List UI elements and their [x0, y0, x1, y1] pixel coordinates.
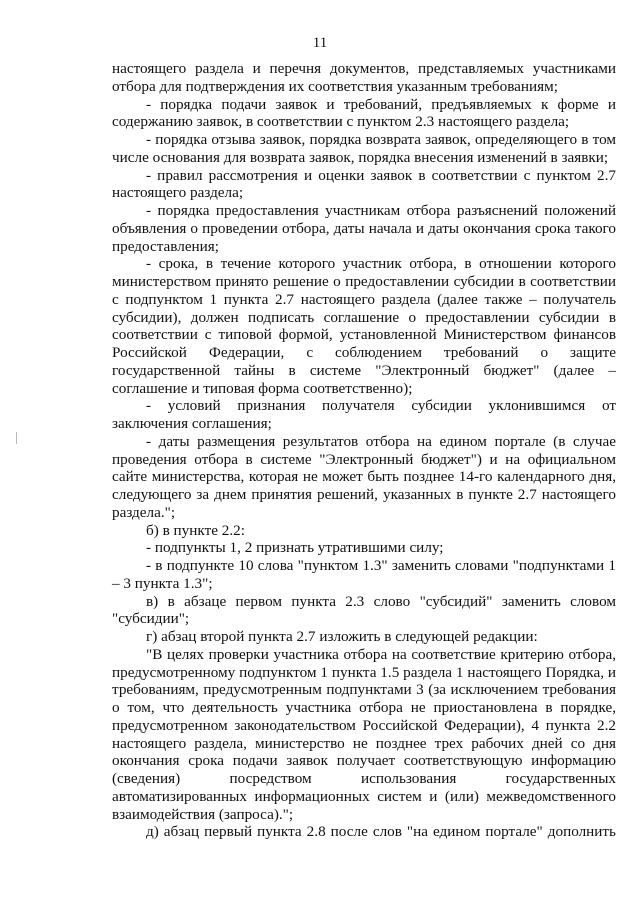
paragraph: д) абзац первый пункта 2.8 после слов "на едином портале" дополнить	[146, 823, 616, 841]
paragraph: в) в абзаце первом пункта 2.3 слово "субсидий" заменить словом "субсидии";	[112, 592, 616, 628]
paragraph: - правил рассмотрения и оценки заявок в соответствии с пунктом 2.7 настоящего раздела;	[112, 166, 616, 202]
paragraph: настоящего раздела и перечня документов, представляемых участниками отбора для подтверждения их соответствия указанным требованиям;	[112, 60, 616, 95]
paragraph: - подпункты 1, 2 признать утратившими силу;	[146, 539, 444, 557]
page-number: 11	[312, 35, 328, 51]
paragraph: "В целях проверки участника отбора на соответствие критерию отбора, предусмотренному подпунктом 1 пункта 1.5 раздела 1 настоящего Порядка, и требованиям, предусмотренным подпунктами 3 (за исключением требования о том, что деятельность участника отбора не приостановлена в порядке, предусмотренном законодательством Российской Федерации), 4 пункта 2.2 настоящего раздела, министерство не позднее трех рабочих дней со дня окончания срока подачи заявок получает соответствующую информацию (сведения) посредством использования государственных автоматизированных информационных систем и (или) межведомственного взаимодействия (запроса).";	[112, 645, 616, 823]
paragraph: - в подпункте 10 слова "пунктом 1.3" заменить словами "подпунктами 1 – 3 пункта 1.3";	[112, 557, 616, 592]
paragraph: - порядка предоставления участникам отбора разъяснений положений объявления о проведении отбора, даты начала и даты окончания срока такого предоставления;	[112, 202, 616, 255]
paragraph: б) в пункте 2.2:	[146, 521, 245, 539]
paragraph: - даты размещения результатов отбора на едином портале (в случае проведения отбора в системе "Электронный бюджет") и на официальном сайте министерства, которая не может быть позднее 14-го календарного дня, следующего за днем принятия решений, указанных в пункте 2.7 настоящего раздела.";	[112, 432, 616, 521]
margin-mark	[16, 432, 17, 444]
document-body	[112, 60, 616, 841]
paragraph: - порядка отзыва заявок, порядка возврата заявок, определяющего в том числе основания для возврата заявок, порядка внесения изменений в заявки;	[112, 131, 616, 166]
paragraph: - срока, в течение которого участник отбора, в отношении которого министерством принято решение о предоставлении субсидии в соответствии с подпунктом 1 пункта 2.7 настоящего раздела (далее также – получатель субсидии), должен подписать соглашение о предоставлении субсидии в соответствии с типовой формой, установленной Министерством финансов Российской Федерации, с соблюдением требований о защите государственной тайны в системе "Электронный бюджет" (далее – соглашение и типовая форма соответственно);	[112, 255, 616, 397]
paragraph: г) абзац второй пункта 2.7 изложить в следующей редакции:	[146, 628, 538, 645]
paragraph: - условий признания получателя субсидии уклонившимся от заключения соглашения;	[112, 397, 616, 432]
paragraph: - порядка подачи заявок и требований, предъявляемых к форме и содержанию заявок, в соответствии с пунктом 2.3 настоящего раздела;	[112, 95, 616, 131]
